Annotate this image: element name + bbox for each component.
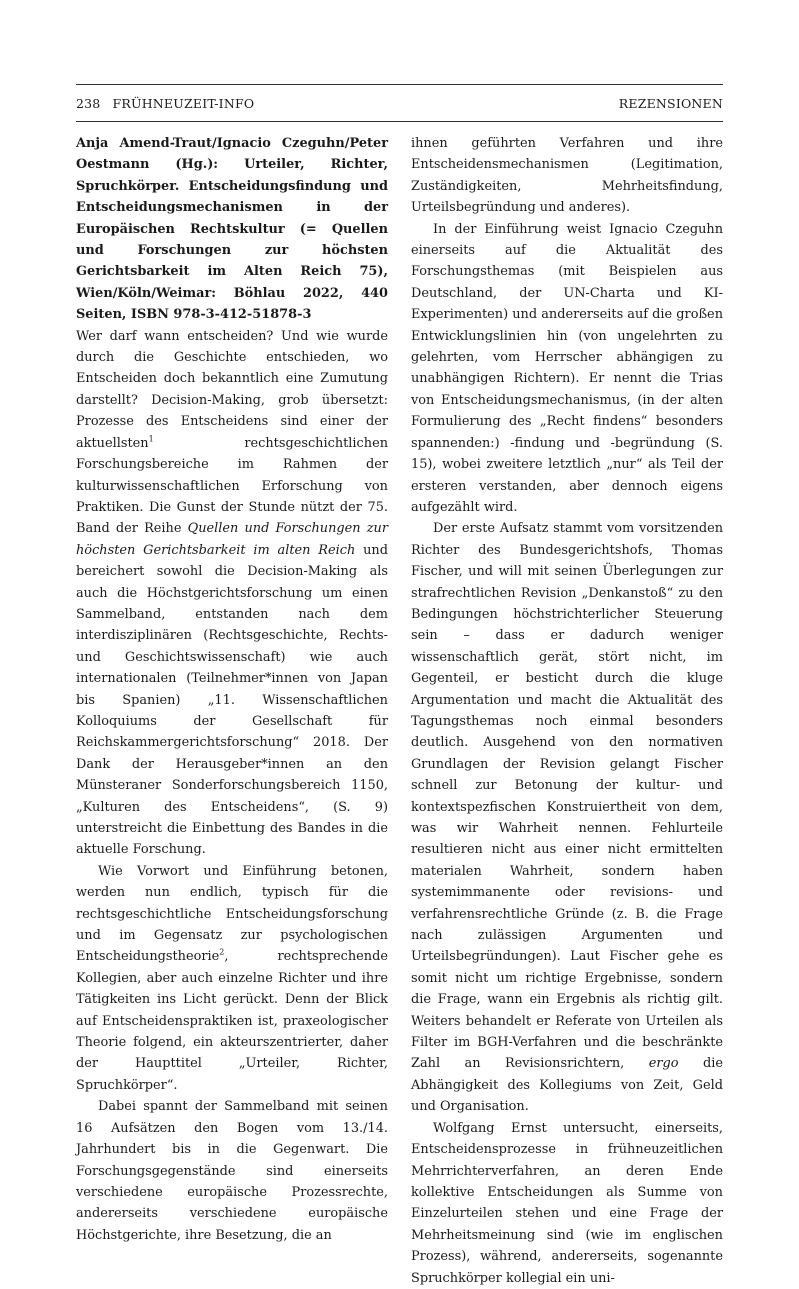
header-rule-bottom xyxy=(76,121,723,122)
text: Wie Vorwort und Einführung betonen, werden nun endlich, typisch für die rechtsgeschichtliche Entscheidungsforschung und im Gegensatz zur psychologischen Entscheidungstheorie xyxy=(76,863,388,965)
footnote-marker: 2 xyxy=(219,948,225,958)
running-header xyxy=(76,96,723,116)
section-title: REZENSIONEN xyxy=(618,96,723,111)
series-title: Quellen und Forschungen zur höchsten Gerichtsbarkeit im alten Reich xyxy=(76,521,389,558)
text: Der erste Aufsatz stammt vom vorsitzenden Richter des Bundesgerichtshofs, Thomas Fischer, und will mit seinen Überlegungen zur strafrechtlichen Revision „Denkanstoß“ zu den Bedingungen höchstrichterlicher Steuerung sein – dass er dadurch weniger wissenschaftlich gerät, stört nicht, im Gegenteil, er besticht durch die kluge Argumentation und macht die Aktualität des Tagungsthemas noch einmal besonders deutlich. Ausgehend von den normativen Grundlagen der Revision gelangt Fischer schnell zur Betonung der kultur- und kontextspezfischen Konstruiertheit von dem, was wir Wahrheit nennen. Fehlurteile resultieren nicht aus einer nicht ermittelten materialen Wahrheit, sondern haben systemimmanente oder revisions- und verfahrensrechtliche Gründe (z. B. die Frage nach zulässigen Argumenten und Urteilsbegründungen). Laut Fischer gehe es somit nicht um richtige Ergebnisse, sondern die Frage, wann ein Ergebnis als richtig gilt. Weiters behandelt er Referate von Urteilen als Filter im BGH-Verfahren und die beschränkte Zahl an Revisionsrichtern, xyxy=(411,521,723,1072)
paragraph xyxy=(76,326,388,861)
header-left xyxy=(76,96,254,111)
text: die Abhängigkeit des Kollegiums von Zeit, Geld und Organisation. xyxy=(411,1056,723,1115)
header-rule-top xyxy=(76,84,723,85)
right-column xyxy=(411,133,723,1289)
text: , rechtsprechende Kollegien, aber auch einzelne Richter und ihre Tätigkeiten ins Licht gerückt. Denn der Blick auf Entscheidenspraktiken ist, praxeologischer Theorie folgend, ein akteurszentrierter, daher der Haupttitel „Urteiler, Richter, Spruchkörper“. xyxy=(76,949,388,1093)
left-column xyxy=(76,133,388,1246)
paragraph: Dabei spannt der Sammelband mit seinen 16 Aufsätzen den Bogen vom 13./14. Jahrhundert bis in die Gegenwart. Die Forschungsgegenstände sind einerseits verschiedene europäische Prozessrechte, andererseits verschiedene europäische Höchstgerichte, ihre Besetzung, die an xyxy=(76,1099,388,1243)
paragraph: ihnen geführten Verfahren und ihre Entscheidensmechanismen (Legitimation, Zuständigkeiten, Mehrheitsfindung, Urteilsbegründung und anderes). xyxy=(411,136,723,216)
text: und bereichert sowohl die Decision-Making als auch die Höchstgerichtsforschung um einen Sammelband, entstanden nach dem interdisziplinären (Rechtsgeschichte, Rechts- und Geschichtswissenschaft) wie auch internationalen (Teilnehmer*innen von Japan bis Spanien) „11. Wissenschaftlichen Kolloquiums der Gesellschaft für Reichskammergerichtsforschung“ 2018. Der Dank der Herausgeber*innen an den Münsteraner Sonderforschungsbereich 1150, „Kulturen des Entscheidens“, (S. 9) unterstreicht die Einbettung des Bandes in die aktuelle Forschung. xyxy=(76,542,388,858)
paragraph: In der Einführung weist Ignacio Czeguhn einerseits auf die Aktualität des Forschungsthemas (mit Beispielen aus Deutschland, der UN-Charta und KI-Experimenten) und andererseits auf die großen Entwicklungslinien hin (von ungelehrten zu gelehrten, vom Herrscher abhängigen zu unabhängigen Richtern). Er nennt die Trias von Entscheidungsmechanismus, (in der alten Formulierung des „Recht findens“ besonders spannenden:) -findung und -begründung (S. 15), wobei zweitere letztlich „nur“ als Teil der ersteren verstanden, aber dennoch eigens aufgezählt wird. xyxy=(411,221,723,515)
page-number: 238 xyxy=(76,96,101,111)
paragraph: Wolfgang Ernst untersucht, einerseits, Entscheidensprozesse in frühneuzeitlichen Mehrrichterverfahren, an deren Ende kollektive Entscheidungen als Summe von Einzelurteilen stehen und eine Frage der Mehrheitsmeinung sind (wie im englischen Prozess), während, andererseits, sogenannte Spruchkörper kollegial ein uni- xyxy=(411,1120,723,1286)
italic-word: ergo xyxy=(648,1056,679,1072)
book-citation: Anja Amend-Traut/Ignacio Czeguhn/Peter Oestmann (Hg.): Urteiler, Richter, Spruchkörper. Entscheidungsfindung und Entscheidungsmechanismen in der Europäischen Rechtskultur (= Quellen und Forschungen zur höchsten Gerichtsbarkeit im Alten Reich 75), Wien/Köln/Weimar: Böhlau 2022, 440 Seiten, ISBN 978-3-412-51878-3 xyxy=(76,136,388,323)
paragraph xyxy=(411,518,723,1117)
journal-title: FRÜHNEUZEIT-INFO xyxy=(112,96,255,111)
footnote-marker: 1 xyxy=(148,434,154,444)
text: rechtsgeschichtlichen Forschungsbereiche im Rahmen der kulturwissenschaftlichen Erforschung von Praktiken. Die Gunst der Stunde nützt der 75. Band der Reihe xyxy=(76,435,388,537)
paragraph xyxy=(76,861,388,1096)
text: Wer darf wann entscheiden? Und wie wurde durch die Geschichte entschieden, wo Entscheiden doch bekanntlich eine Zumutung darstellt? Decision-Making, grob übersetzt: Prozesse des Entscheidens sind einer der aktuellsten xyxy=(76,328,388,451)
